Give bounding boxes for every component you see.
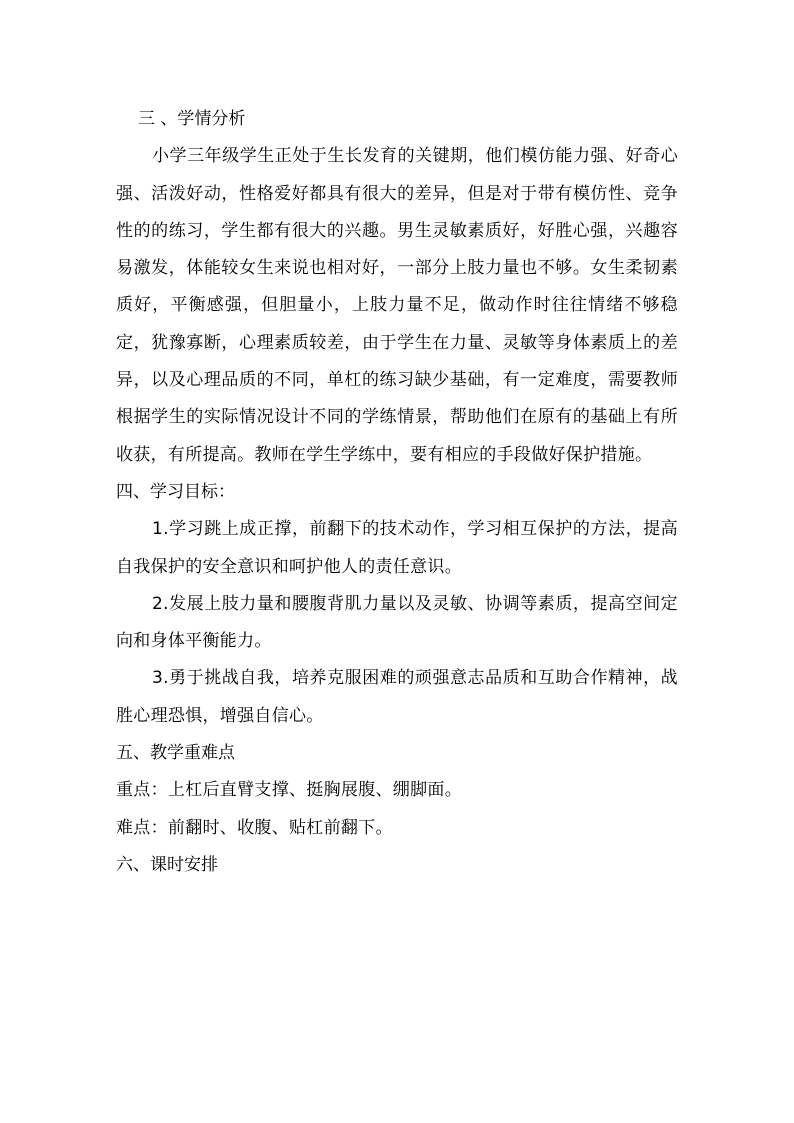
key-point-line: 重点：上杠后直臂支撑、挺胸展腹、绷脚面。 <box>116 780 462 801</box>
learning-goal-1: 1.学习跳上成正撑，前翻下的技术动作，学习相互保护的方法，提高自我保护的安全意识和呵护他人的责任意识。 <box>116 519 678 577</box>
student-analysis-paragraph: 小学三年级学生正处于生长发育的关键期，他们模仿能力强、好奇心强、活泼好动，性格爱好都具有很大的差异，但是对于带有模仿性、竞争性的的练习，学生都有很大的兴趣。男生灵敏素质好，好胜心强，兴趣容易激发，体能较女生来说也相对好，一部分上肢力量也不够。女生柔韧素质好，平衡感强，但胆量小，上肢力量不足，做动作时往往情绪不够稳定，犹豫寡断，心理素质较差，由于学生在力量、灵敏等身体素质上的差异，以及心理品质的不同，单杠的练习缺少基础，有一定难度，需要教师根据学生的实际情况设计不同的学练情景，帮助他们在原有的基础上有所收获，有所提高。教师在学生学练中，要有相应的手段做好保护措施。 <box>116 146 678 465</box>
learning-goal-3: 3.勇于挑战自我，培养克服困难的顽强意志品质和互助合作精神，战胜心理恐惧，增强自信心。 <box>116 668 678 726</box>
difficulty-line: 难点：前翻时、收腹、贴杠前翻下。 <box>116 817 393 838</box>
section-heading-schedule: 六、课时安排 <box>116 854 218 875</box>
document-body <box>116 101 678 884</box>
section-heading-learning-goals: 四、学习目标： <box>116 481 235 502</box>
section-heading-key-difficulties: 五、教学重难点 <box>116 743 235 764</box>
learning-goal-2: 2.发展上肢力量和腰腹背肌力量以及灵敏、协调等素质，提高空间定向和身体平衡能力。 <box>116 593 678 652</box>
section-heading-student-analysis: 三 、学情分析 <box>138 109 246 129</box>
